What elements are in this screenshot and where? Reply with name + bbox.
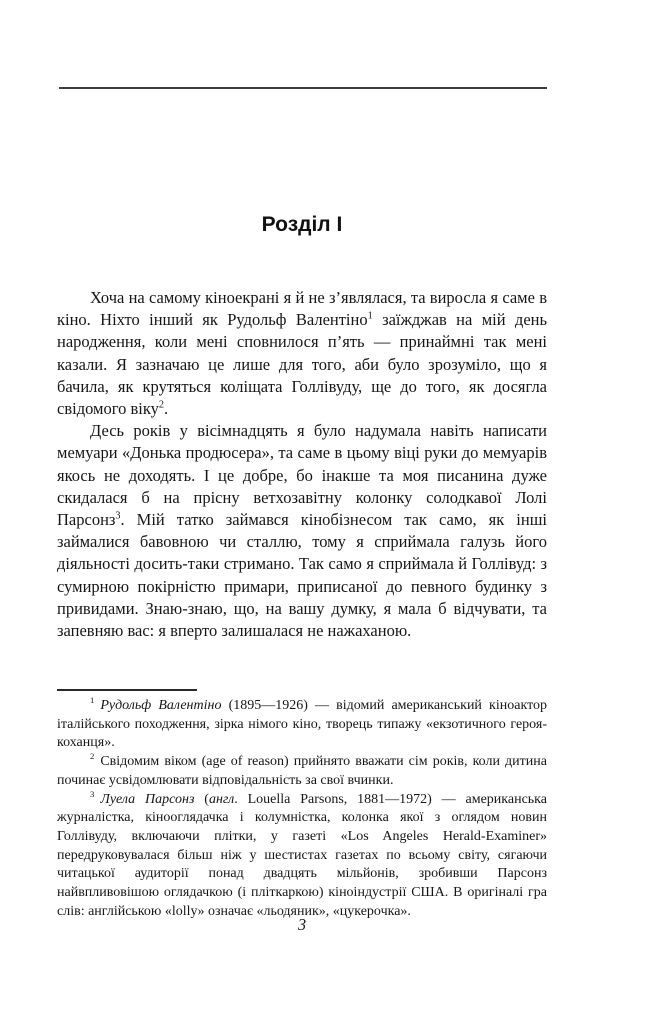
footnote: $^2$ Свідомим віком (age of reason) прийнято вважати сім років, коли дитина починає усвідомлювати відповідальність за свої вчинки. (57, 751, 547, 788)
footnote-separator-rule (57, 689, 197, 691)
page-header-rule (59, 87, 547, 89)
footnotes (57, 697, 547, 921)
body-text (57, 287, 547, 642)
page-number: 3 (297, 915, 307, 934)
footnote: $^1$ Рудольф Валентіно (1895—1926) — відомий американський кіноактор італійського походження, зірка німого кіно, творець типажу «екзотичного героя-коханця». (57, 695, 547, 751)
body-paragraph: Десь років у вісімнадцять я було надумала навіть написати мемуари «Донька продюсера», та саме в цьому віці руки до мемуарів якось не доходять. І це добре, бо інакше та моя писанина дуже скидалася б на прісну ветхозавітну колонку солодкавої Лолі Парсонз$^3$. Мій татко займався кінобізнесом так само, як інші займалися бавовною чи сталлю, тому я сприймала галузь його діяльності досить-таки стримано. Так само я сприймала й Голлівуд: з сумирною покірністю примари, приписаної до певного будинку з привидами. Знаю-знаю, що, на вашу думку, я мала б відчувати, та запевняю вас: я вперто залишалася не нажаханою. (57, 421, 547, 641)
chapter-title: Розділ I (261, 213, 343, 236)
footnote: $^3$ Луела Парсонз (англ. Louella Parsons, 1881—1972) — американська журналістка, кінооглядачка і колумністка, колонка якої з оглядом новин Голлівуду, включаючи плітки, у газеті «Los Angeles Herald-Examiner» передруковувалася більш ніж у шестистах газетах по всьому світу, сягаючи читацької аудиторії понад двадцять мільйонів, зробивши Парсонз найвпливовішою оглядачкою (і пліткаркою) кіноіндустрії США. В оригіналі гра слів: англійською «lolly» означає «льодяник», «цукерочка». (57, 788, 547, 919)
body-paragraph: Хоча на самому кіноекрані я й не з’являлася, та виросла я саме в кіно. Ніхто інший як Рудольф Валентіно$^1$ заїжджав на мій день народження, коли мені сповнилося п’ять — принаймні так мені казали. Я зазначаю це лише для того, аби було зрозуміло, що я бачила, як крутяться коліщата Голлівуду, ще до того, як досягла свідомого віку$^2$. (57, 288, 547, 419)
